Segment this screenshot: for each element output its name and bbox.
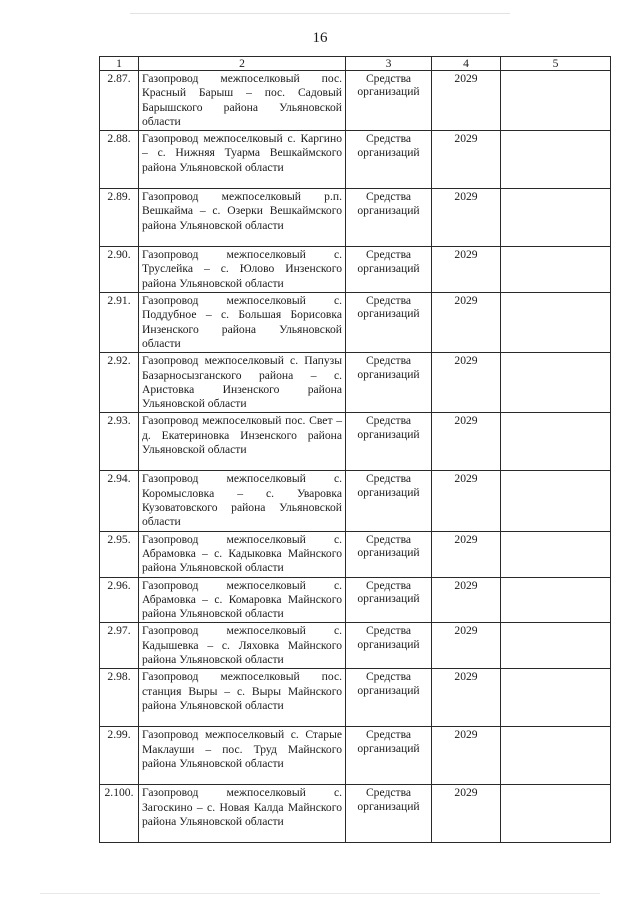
header-col-5: 5	[501, 57, 611, 71]
table-row	[100, 413, 611, 471]
note-cell	[501, 531, 611, 577]
page-number: 16	[312, 30, 328, 46]
table-row	[100, 71, 611, 131]
table-row	[100, 669, 611, 727]
row-number: 2.97.	[100, 623, 139, 669]
header-col-4: 4	[432, 57, 501, 71]
table-row	[100, 247, 611, 293]
object-name: Газопровод межпоселковый пос. станция Выры – с. Выры Майнского района Ульяновской области	[139, 669, 346, 727]
completion-year: 2029	[432, 669, 501, 727]
row-number: 2.90.	[100, 247, 139, 293]
completion-year: 2029	[432, 471, 501, 531]
completion-year: 2029	[432, 71, 501, 131]
note-cell	[501, 577, 611, 623]
object-name: Газопровод межпоселковый с. Папузы Базарносызганского района – с. Аристовка Инзенского района Ульяновской области	[139, 353, 346, 413]
header-col-2: 2	[139, 57, 346, 71]
funding-source: Средства организаций	[346, 531, 432, 577]
funding-source: Средства организаций	[346, 71, 432, 131]
funding-source: Средства организаций	[346, 577, 432, 623]
note-cell	[501, 623, 611, 669]
funding-source: Средства организаций	[346, 623, 432, 669]
row-number: 2.92.	[100, 353, 139, 413]
funding-source: Средства организаций	[346, 131, 432, 189]
table-row	[100, 189, 611, 247]
object-name: Газопровод межпоселковый с. Кадышевка – с. Ляховка Майнского района Ульяновской области	[139, 623, 346, 669]
completion-year: 2029	[432, 247, 501, 293]
table-row	[100, 531, 611, 577]
row-number: 2.94.	[100, 471, 139, 531]
object-name: Газопровод межпоселковый с. Каргино – с. Нижняя Туарма Вешкаймского района Ульяновской области	[139, 131, 346, 189]
note-cell	[501, 247, 611, 293]
row-number: 2.88.	[100, 131, 139, 189]
note-cell	[501, 727, 611, 785]
row-number: 2.100.	[100, 785, 139, 843]
funding-source: Средства организаций	[346, 727, 432, 785]
row-number: 2.91.	[100, 293, 139, 353]
table-row	[100, 577, 611, 623]
object-name: Газопровод межпоселковый с. Старые Маклауши – пос. Труд Майнского района Ульяновской области	[139, 727, 346, 785]
object-name: Газопровод межпоселковый с. Абрамовка – с. Кадыковка Майнского района Ульяновской области	[139, 531, 346, 577]
note-cell	[501, 189, 611, 247]
completion-year: 2029	[432, 353, 501, 413]
object-name: Газопровод межпоселковый с. Загоскино – с. Новая Калда Майнского района Ульяновской области	[139, 785, 346, 843]
table-row	[100, 471, 611, 531]
table-row	[100, 727, 611, 785]
completion-year: 2029	[432, 785, 501, 843]
completion-year: 2029	[432, 131, 501, 189]
completion-year: 2029	[432, 413, 501, 471]
row-number: 2.99.	[100, 727, 139, 785]
table-row	[100, 623, 611, 669]
object-name: Газопровод межпоселковый пос. Красный Барыш – пос. Садовый Барышского района Ульяновской области	[139, 71, 346, 131]
completion-year: 2029	[432, 293, 501, 353]
table-row	[100, 353, 611, 413]
table-body	[100, 71, 611, 843]
row-number: 2.87.	[100, 71, 139, 131]
scan-artifact	[130, 13, 510, 14]
table-row	[100, 785, 611, 843]
funding-source: Средства организаций	[346, 247, 432, 293]
completion-year: 2029	[432, 189, 501, 247]
row-number: 2.96.	[100, 577, 139, 623]
funding-source: Средства организаций	[346, 353, 432, 413]
row-number: 2.95.	[100, 531, 139, 577]
completion-year: 2029	[432, 623, 501, 669]
table-row	[100, 293, 611, 353]
note-cell	[501, 293, 611, 353]
row-number: 2.89.	[100, 189, 139, 247]
note-cell	[501, 785, 611, 843]
note-cell	[501, 131, 611, 189]
funding-source: Средства организаций	[346, 189, 432, 247]
note-cell	[501, 353, 611, 413]
funding-source: Средства организаций	[346, 471, 432, 531]
object-name: Газопровод межпоселковый р.п. Вешкайма – с. Озерки Вешкаймского района Ульяновской области	[139, 189, 346, 247]
object-name: Газопровод межпоселковый пос. Свет – д. Екатериновка Инзенского района Ульяновской области	[139, 413, 346, 471]
funding-source: Средства организаций	[346, 785, 432, 843]
funding-source: Средства организаций	[346, 413, 432, 471]
row-number: 2.93.	[100, 413, 139, 471]
note-cell	[501, 471, 611, 531]
object-name: Газопровод межпоселковый с. Абрамовка – с. Комаровка Майнского района Ульяновской области	[139, 577, 346, 623]
completion-year: 2029	[432, 727, 501, 785]
note-cell	[501, 669, 611, 727]
object-name: Газопровод межпоселковый с. Труслейка – с. Юлово Инзенского района Ульяновской области	[139, 247, 346, 293]
program-table	[99, 56, 611, 843]
note-cell	[501, 413, 611, 471]
scan-artifact	[40, 893, 600, 894]
table-row	[100, 131, 611, 189]
header-col-1: 1	[100, 57, 139, 71]
note-cell	[501, 71, 611, 131]
completion-year: 2029	[432, 577, 501, 623]
table-header	[100, 57, 611, 71]
object-name: Газопровод межпоселковый с. Коромысловка – с. Уваровка Кузоватовского района Ульяновской области	[139, 471, 346, 531]
row-number: 2.98.	[100, 669, 139, 727]
object-name: Газопровод межпоселковый с. Поддубное – с. Большая Борисовка Инзенского района Ульяновской области	[139, 293, 346, 353]
header-col-3: 3	[346, 57, 432, 71]
funding-source: Средства организаций	[346, 293, 432, 353]
funding-source: Средства организаций	[346, 669, 432, 727]
completion-year: 2029	[432, 531, 501, 577]
